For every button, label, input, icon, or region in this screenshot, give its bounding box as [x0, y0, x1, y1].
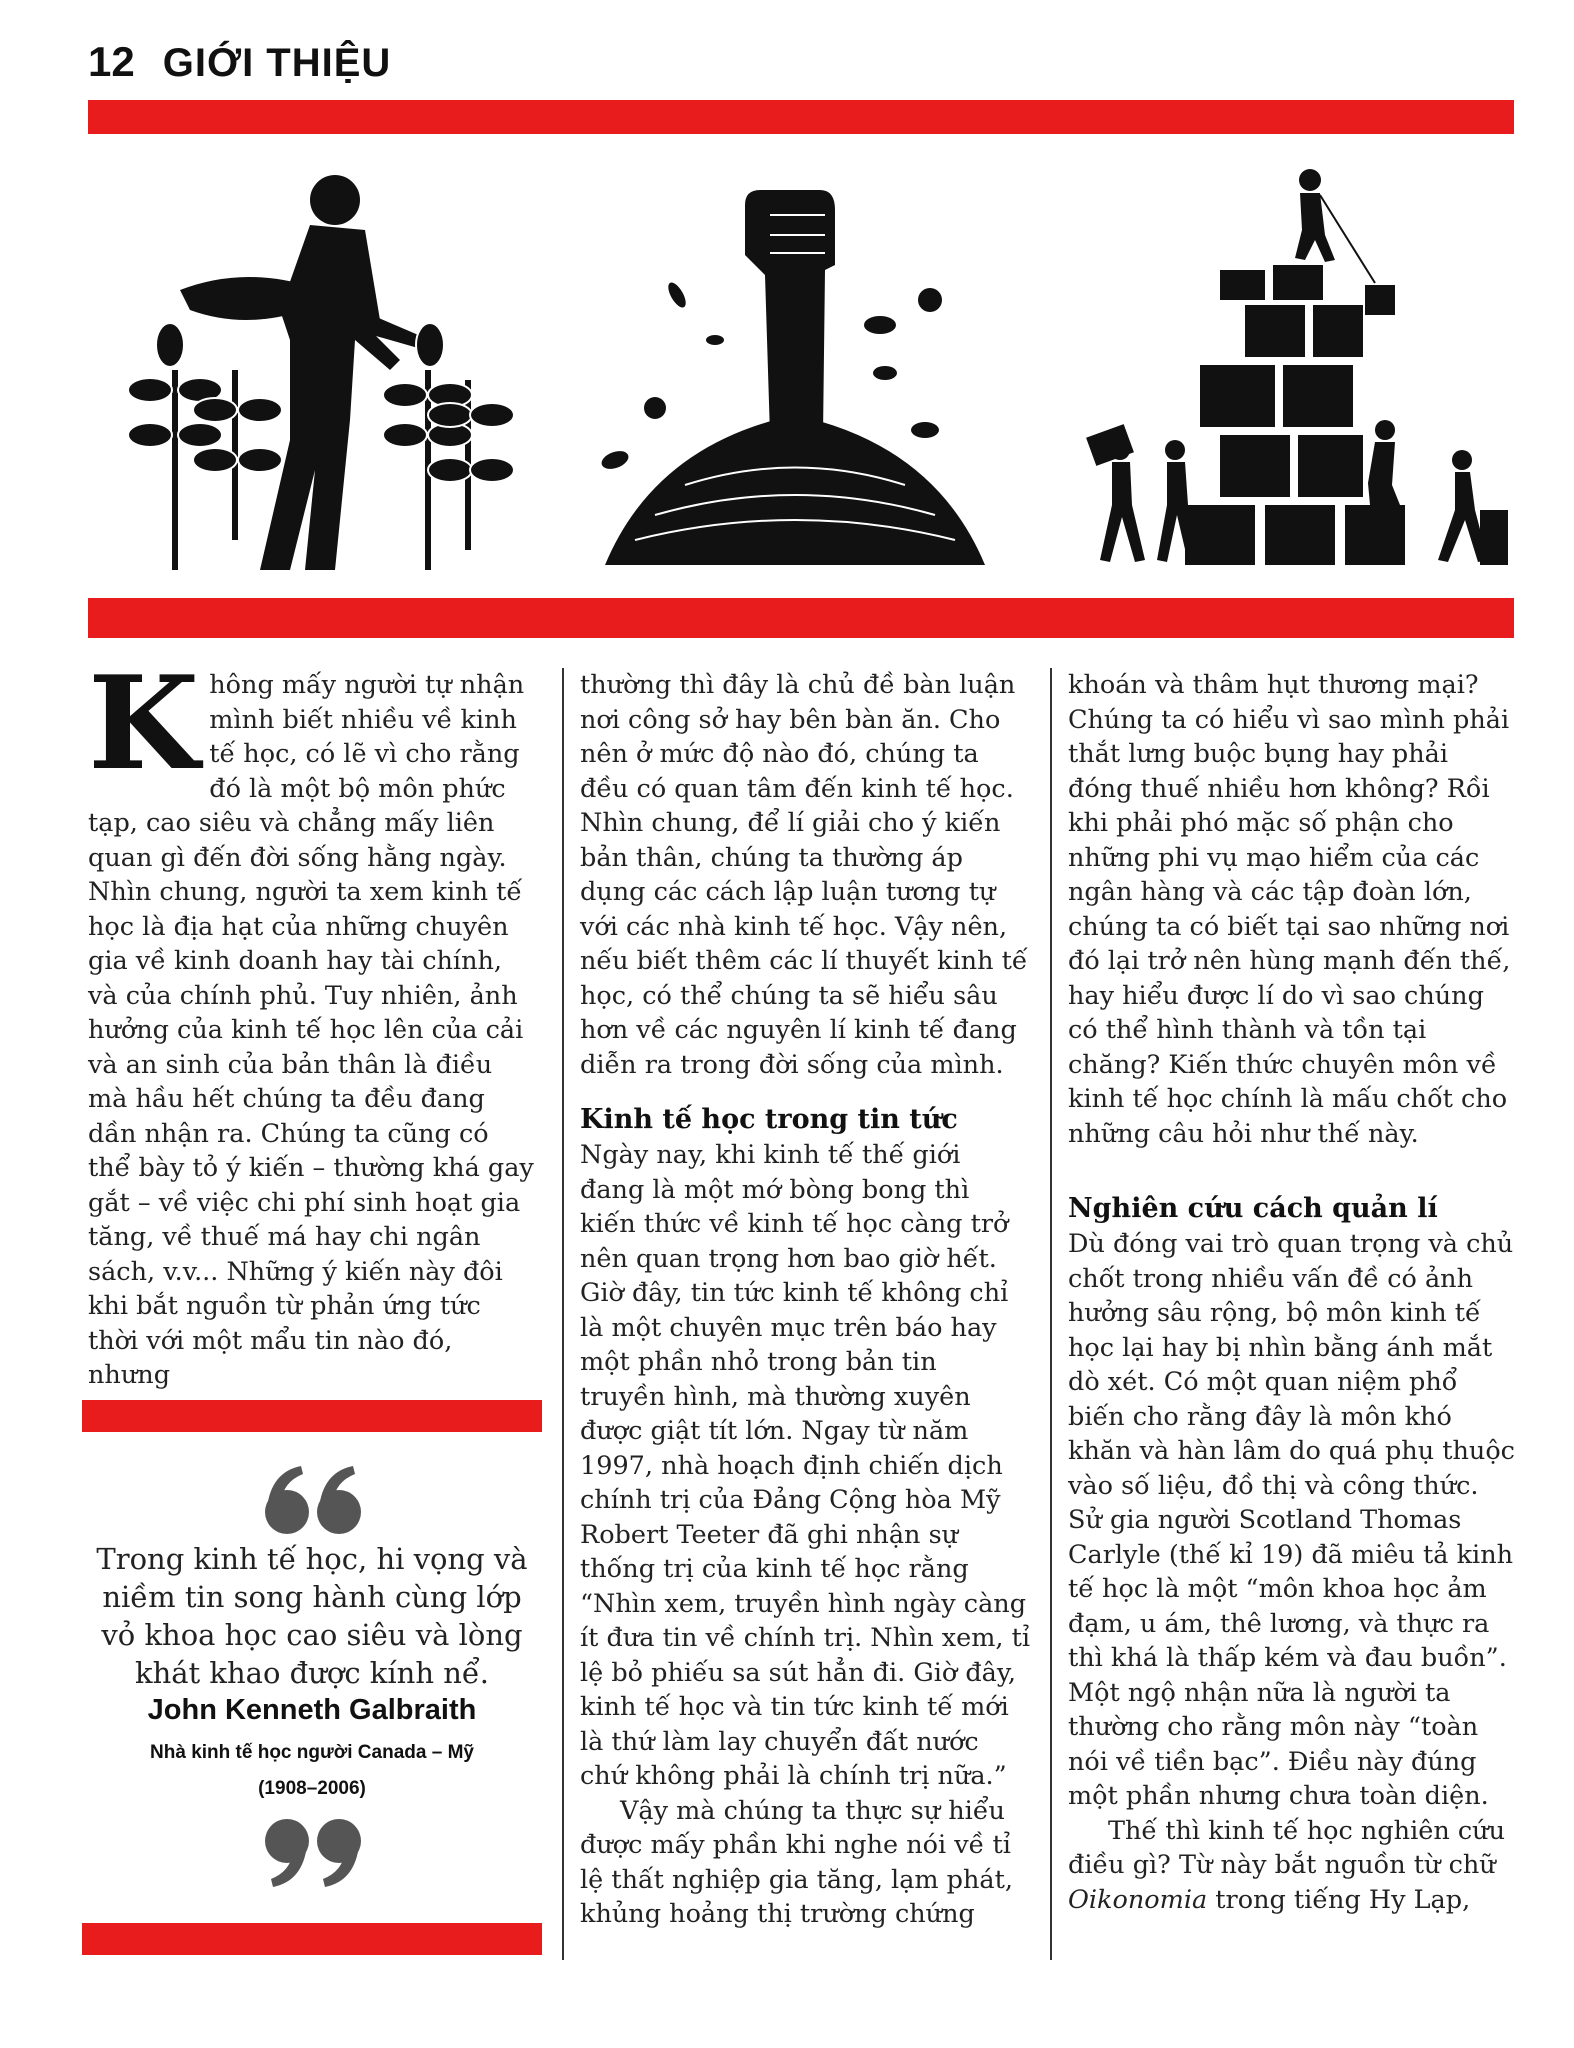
column-divider-1 — [562, 668, 564, 1960]
column-2-intro: thường thì đây là chủ đề bàn luận nơi công sở hay bên bàn ăn. Cho nên ở mức độ nào đó, chúng ta đều có quan tâm đến kinh tế học. Nhìn chung, để lí giải cho ý kiến bản thân, chúng ta thường áp dụng các cách lập luận tương tự với các nhà kinh tế học. Vậy nên, nếu biết thêm các lí thuyết kinh tế học, có thể chúng ta sẽ hiểu sâu hơn về các nguyên lí kinh tế đang diễn ra trong đời sống của mình. — [580, 670, 1028, 1080]
quote-bottom-red-bar — [82, 1923, 542, 1955]
quote-text: Trong kinh tế học, hi vọng và niềm tin song hành cùng lớp vỏ khoa học cao siêu và lòng khát khao được kính nể. — [96, 1542, 528, 1690]
column-1 — [88, 649, 538, 1393]
heading-economics-in-news: Kinh tế học trong tin tức — [580, 1104, 958, 1135]
column-3 — [1068, 668, 1518, 1917]
quote-top-red-bar — [82, 1400, 542, 1432]
open-quote-icon — [257, 1460, 367, 1540]
column-3-intro: khoán và thâm hụt thương mại? Chúng ta có hiểu vì sao mình phải thắt lưng buộc bụng hay phải đóng thuế nhiều hơn không? Rồi khi phải phó mặc số phận cho những phi vụ mạo hiểm của các ngân hàng và các tập đoàn lớn, chúng ta có biết tại sao những nơi đó lại trở nên hùng mạnh đến thế, hay hiểu được lí do vì sao chúng có thể hình thành và tồn tại chăng? Kiến thức chuyên môn về kinh tế học chính là mấu chốt cho những câu hỏi như thế này. — [1068, 670, 1511, 1149]
top-red-bar — [88, 100, 1514, 134]
column-2-paragraph-2: Vậy mà chúng ta thực sự hiểu được mấy phần khi nghe nói về tỉ lệ thất nghiệp gia tăng, lạm phát, khủng hoảng thị trường chứng — [580, 1795, 1013, 1929]
page-header — [88, 38, 391, 94]
quote-author-role: Nhà kinh tế học người Canada – Mỹ — [150, 1742, 474, 1763]
section-title: GIỚI THIỆU — [162, 41, 392, 85]
quote-author-years: (1908–2006) — [258, 1778, 366, 1799]
column-2-paragraph-1: Ngày nay, khi kinh tế thế giới đang là một mớ bòng bong thì kiến thức về kinh tế học càng trở nên quan trọng hơn bao giờ hết. Giờ đây, tin tức kinh tế không chỉ là một chuyên mục trên báo hay một phần nhỏ trong bản tin truyền hình, mà thường xuyên được giật tít lớn. Ngay từ năm 1997, nhà hoạch định chiến dịch chính trị của Đảng Cộng hòa Mỹ Robert Teeter đã ghi nhận sự thống trị của kinh tế học rằng “Nhìn xem, truyền hình ngày càng ít đưa tin về chính trị. Nhìn xem, tỉ lệ bỏ phiếu sa sút hẳn đi. Giờ đây, kinh tế học và tin tức kinh tế mới là thứ làm lay chuyển đất nước chứ không phải là chính trị nữa.” — [580, 1140, 1030, 1791]
paragraph-2-end: trong tiếng Hy Lạp, — [1207, 1884, 1471, 1915]
fist-over-coin-pile-icon — [595, 185, 995, 565]
quote-author: John Kenneth Galbraith — [147, 1694, 477, 1726]
close-quote-icon — [257, 1813, 367, 1893]
middle-red-bar — [88, 598, 1514, 638]
column-1-body: hông mấy người tự nhận mình biết nhiều về kinh tế học, có lẽ vì cho rằng đó là một bộ môn phức tạp, cao siêu và chẳng mấy liên quan gì đến đời sống hằng ngày. Nhìn chung, người ta xem kinh tế học là địa hạt của những chuyên gia về kinh doanh hay tài chính, và của chính phủ. Tuy nhiên, ảnh hưởng của kinh tế học lên của cải và an sinh của bản thân là điều mà hầu hết chúng ta đều đang dần nhận ra. Chúng ta cũng có thể bày tỏ ý kiến – thường khá gay gắt – về việc chi phí sinh hoạt gia tăng, về thuế má hay chi ngân sách, v.v... Những ý kiến này đôi khi bắt nguồn từ phản ứng tức thời với một mẩu tin nào đó, nhưng — [88, 670, 534, 1390]
heading-study-of-management: Nghiên cứu cách quản lí — [1068, 1193, 1438, 1224]
column-2 — [580, 668, 1030, 1932]
man-planting-money-trees-icon — [100, 170, 560, 570]
page-number: 12 — [88, 38, 135, 85]
column-3-paragraph-2 — [1068, 1814, 1518, 1918]
people-stacking-blocks-icon — [1070, 165, 1510, 565]
dropcap-letter: K — [88, 649, 200, 799]
column-divider-2 — [1050, 668, 1052, 1960]
pull-quote — [82, 1460, 542, 1893]
oikonomia-term: Oikonomia — [1068, 1884, 1208, 1915]
paragraph-2-start: Thế thì kinh tế học nghiên cứu điều gì? Từ này bắt nguồn từ chữ — [1068, 1815, 1505, 1880]
column-3-paragraph-1: Dù đóng vai trò quan trọng và chủ chốt trong nhiều vấn đề có ảnh hưởng sâu rộng, bộ môn kinh tế học lại hay bị nhìn bằng ánh mắt dò xét. Có một quan niệm phổ biến cho rằng đây là môn khó khăn và hàn lâm do quá phụ thuộc vào số liệu, đồ thị và công thức. Sử gia người Scotland Thomas Carlyle (thế kỉ 19) đã miêu tả kinh tế học là một “môn khoa học ảm đạm, u ám, thê lương, và thực ra thì khá là thấp kém và đau buồn”. Một ngộ nhận nữa là người ta thường cho rằng môn này “toàn nói về tiền bạc”. Điều này đúng một phần nhưng chưa toàn diện. — [1068, 1229, 1515, 1811]
